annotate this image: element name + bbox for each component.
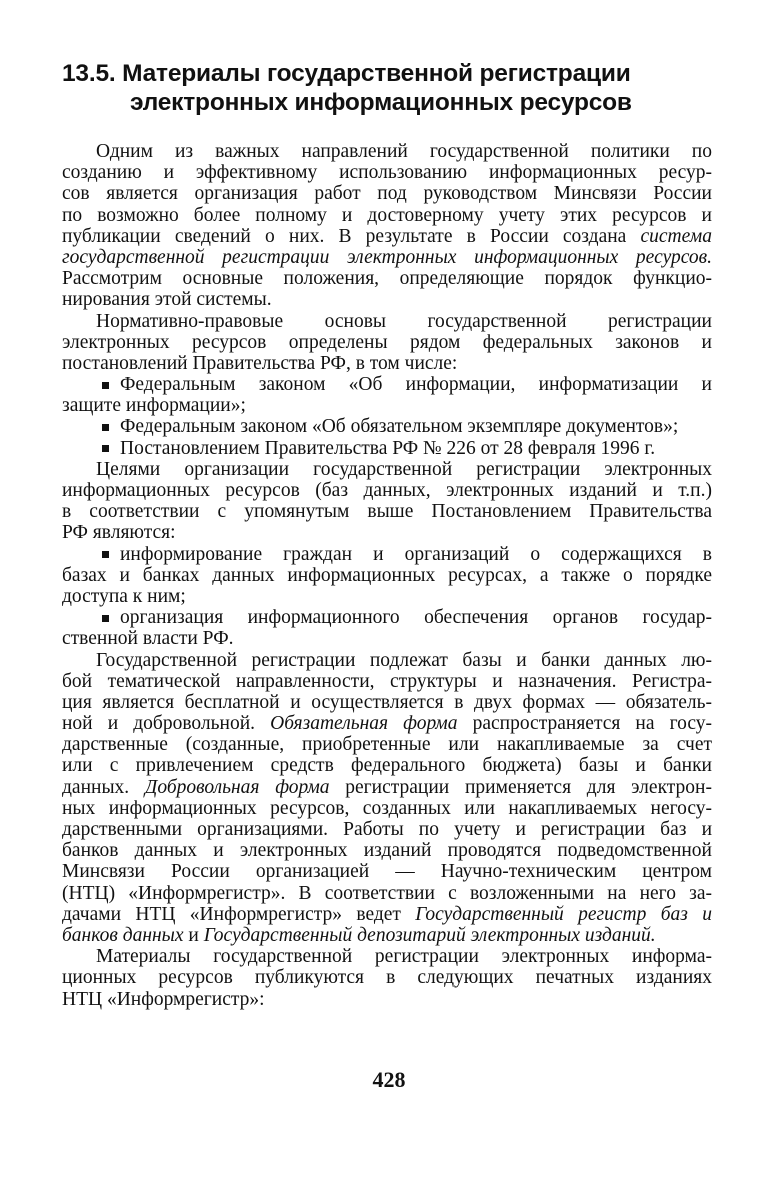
text-line	[62, 162, 712, 183]
text-segment: Постановлением Правительства РФ № 226 от 28 февраля 1996 г.	[120, 437, 656, 459]
bullet-square-icon	[102, 382, 109, 389]
text-line	[62, 565, 712, 586]
text-line	[62, 819, 712, 840]
text-line	[62, 713, 712, 734]
text-line	[62, 268, 712, 289]
text-segment: базах и банках данных информационных ресурсах, а также о порядке	[62, 564, 712, 586]
text-line	[62, 777, 712, 798]
page-number: 428	[372, 1067, 406, 1092]
text-line	[62, 628, 712, 649]
text-line	[62, 925, 712, 946]
italic-term: Добровольная форма	[144, 776, 330, 798]
text-line	[62, 183, 712, 204]
text-line	[62, 946, 712, 967]
bullet-square-icon	[102, 615, 109, 622]
text-segment: Нормативно-правовые основы государственной регистрации	[96, 310, 712, 332]
text-segment: или с привлечением средств федерального бюджета) базы и банки	[62, 755, 712, 777]
text-segment: электронных ресурсов определены рядом федеральных законов и	[62, 331, 712, 353]
text-line	[62, 840, 712, 861]
text-line	[62, 692, 712, 713]
body-text	[62, 141, 712, 1010]
bullet-list-item-line	[62, 438, 712, 459]
bullet-list-item-line	[62, 416, 712, 437]
text-line	[62, 671, 712, 692]
text-segment: Материалы государственной регистрации электронных информа-	[96, 946, 712, 968]
text-line	[62, 755, 712, 776]
text-segment: Одним из важных направлений государственной политики по	[96, 141, 712, 162]
text-line	[62, 311, 712, 332]
text-segment: Федеральным законом «Об обязательном экземпляре документов»;	[120, 416, 679, 438]
text-segment: и	[183, 924, 204, 946]
text-segment: информационных ресурсов (баз данных, электронных изданий и т.п.)	[62, 480, 712, 501]
italic-term: Государственный депозитарий электронных изданий.	[203, 924, 656, 946]
text-line	[62, 798, 712, 819]
bullet-list-item-line	[62, 607, 712, 628]
italic-term: Обязательная форма	[270, 713, 458, 735]
text-segment: (НТЦ) «Информрегистр». В соответствии с возложенными на него за-	[62, 882, 712, 904]
text-segment: бой тематической направленности, структуры и назначения. Регистра-	[62, 670, 712, 692]
text-segment: ционных ресурсов публикуются в следующих печатных изданиях	[62, 967, 712, 989]
bullet-square-icon	[102, 445, 109, 452]
text-line	[62, 289, 712, 310]
italic-term: Государственный регистр баз и	[415, 903, 712, 925]
text-line	[62, 650, 712, 671]
text-segment: постановлений Правительства РФ, в том числе:	[62, 352, 458, 374]
text-segment: Целями организации государственной регистрации электронных	[96, 458, 712, 480]
text-segment: ных информационных ресурсов, созданных или накапливаемых негосу-	[62, 797, 712, 819]
italic-term: банков данных	[62, 924, 184, 946]
text-line	[62, 501, 712, 522]
text-segment: Государственной регистрации подлежат базы и банки данных лю-	[96, 649, 712, 671]
text-segment: дарственные (созданные, приобретенные или накапливаемые за счет	[62, 734, 712, 756]
bullet-square-icon	[102, 424, 109, 431]
bullet-list-item-line	[62, 544, 712, 565]
text-segment: ной и добровольной.	[62, 713, 271, 735]
text-segment: сов является организация работ под руководством Минсвязи России	[62, 183, 712, 205]
text-segment: данных.	[62, 776, 145, 798]
text-line	[62, 459, 712, 480]
bullet-square-icon	[102, 551, 109, 558]
text-line	[62, 586, 712, 607]
text-segment: организация информационного обеспечения органов государ-	[120, 607, 712, 629]
text-segment: Минсвязи России организацией — Научно-техническим центром	[62, 861, 712, 883]
text-segment: ственной власти РФ.	[62, 628, 234, 650]
text-line	[62, 480, 712, 501]
text-line	[62, 141, 712, 162]
text-line	[62, 226, 712, 247]
text-segment: регистрации применяется для электрон-	[329, 776, 712, 798]
text-segment: ция является бесплатной и осуществляется в двух формах — обязатель-	[62, 691, 712, 713]
section-heading-line-2: электронных информационных ресурсов	[130, 89, 632, 116]
text-segment: РФ являются:	[62, 522, 176, 544]
text-line	[62, 734, 712, 755]
bullet-list-item-line	[62, 374, 712, 395]
text-line	[62, 353, 712, 374]
text-segment: защите информации»;	[62, 395, 246, 417]
text-segment: информирование граждан и организаций о содержащихся в	[120, 543, 712, 565]
text-segment: банков данных и электронных изданий проводятся подведомственной	[62, 840, 712, 862]
text-segment: в соответствии с упомянутым выше Постановлением Правительства	[62, 501, 712, 523]
text-line	[62, 904, 712, 925]
text-line	[62, 989, 712, 1010]
text-line	[62, 332, 712, 353]
text-segment: по возможно более полному и достоверному учету этих ресурсов и	[62, 204, 712, 226]
text-segment: доступа к ним;	[62, 585, 186, 607]
italic-term: система	[640, 225, 712, 247]
text-segment: созданию и эффективному использованию информационных ресур-	[62, 162, 712, 184]
text-segment: дарственными организациями. Работы по учету и регистрации баз и	[62, 819, 712, 840]
text-line	[62, 883, 712, 904]
text-line	[62, 522, 712, 543]
italic-term: государственной регистрации электронных информационных ресурсов.	[62, 246, 712, 268]
text-segment: дачами НТЦ «Информрегистр» ведет	[62, 903, 416, 925]
text-segment: Рассмотрим основные положения, определяющие порядок функцио-	[62, 268, 712, 290]
section-heading-line-1: 13.5. Материалы государственной регистрации	[62, 60, 631, 87]
text-segment: нирования этой системы.	[62, 289, 272, 311]
text-segment: публикации сведений о них. В результате в России создана	[62, 225, 641, 247]
text-line	[62, 395, 712, 416]
text-segment: распространяется на госу-	[457, 713, 712, 735]
text-line	[62, 967, 712, 988]
text-segment: НТЦ «Информрегистр»:	[62, 988, 265, 1010]
text-line	[62, 205, 712, 226]
text-segment: Федеральным законом «Об информации, информатизации и	[120, 374, 712, 396]
text-line	[62, 861, 712, 882]
text-line	[62, 247, 712, 268]
